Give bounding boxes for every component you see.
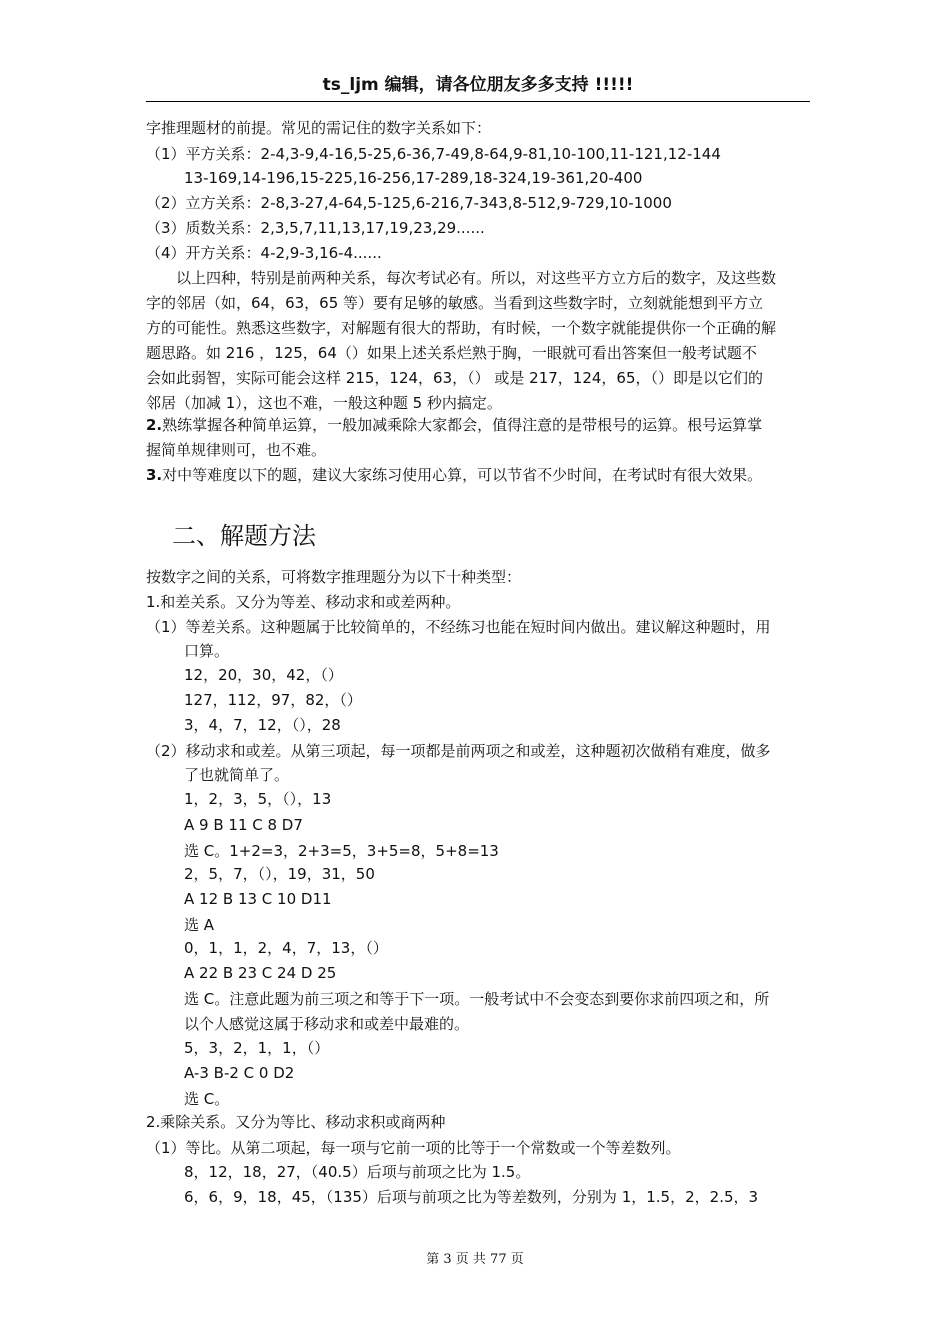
- example-answer: 选 C。: [184, 1090, 230, 1108]
- point-3: [146, 465, 762, 485]
- point-2-cont: 握简单规律则可，也不难。: [146, 441, 327, 459]
- type-2-title: 2.乘除关系。又分为等比、移动求积或商两种: [146, 1113, 446, 1131]
- example-line: 2，5，7，（），19，31，50: [184, 865, 375, 883]
- paragraph-line: 邻居（加减 1），这也不难，一般这种题 5 秒内搞定。: [146, 394, 502, 412]
- square-relation-cont: 13-169,14-196,15-225,16-256,17-289,18-324,19-361,20-400: [184, 169, 643, 187]
- point-2: [146, 415, 762, 435]
- type-2-1: （1）等比。从第二项起，每一项与它前一项的比等于一个常数或一个等差数列。: [146, 1139, 681, 1157]
- intro-line: 字推理题材的前提。常见的需记住的数字关系如下：: [146, 119, 492, 137]
- type-1-1: （1）等差关系。这种题属于比较简单的，不经练习也能在短时间内做出。建议解这种题时，用: [146, 618, 771, 636]
- example-options: A 22 B 23 C 24 D 25: [184, 964, 337, 982]
- example-line: 127，112，97，82，（）: [184, 691, 362, 709]
- section-heading: 二、解题方法: [172, 522, 316, 550]
- point-3-number: 3.: [146, 466, 163, 484]
- example-answer: 选 C。注意此题为前三项之和等于下一项。一般考试中不会变态到要你求前四项之和，所: [184, 990, 770, 1008]
- point-3-text: 对中等难度以下的题，建议大家练习使用心算，可以节省不少时间，在考试时有很大效果。: [162, 466, 763, 484]
- example-answer: 选 A: [184, 916, 215, 934]
- example-options: A 12 B 13 C 10 D11: [184, 890, 332, 908]
- example-line: 6，6，9，18，45，（135）后项与前项之比为等差数列，分别为 1，1.5，2，2.5，3: [184, 1188, 759, 1206]
- paragraph-line: 题思路。如 216 ，125，64（）如果上述关系烂熟于胸，一眼就可看出答案但一般考试题不: [146, 344, 757, 362]
- example-answer: 选 C。1+2=3，2+3=5，3+5=8，5+8=13: [184, 842, 499, 860]
- example-answer-cont: 以个人感觉这属于移动求和或差中最难的。: [184, 1015, 470, 1033]
- example-options: A 9 B 11 C 8 D7: [184, 816, 303, 834]
- types-intro: 按数字之间的关系，可将数字推理题分为以下十种类型：: [146, 568, 522, 586]
- page-header: ts_ljm 编辑，请各位朋友多多支持 !!!!!: [322, 75, 634, 95]
- prime-relation: （3）质数关系：2,3,5,7,11,13,17,19,23,29......: [146, 219, 485, 237]
- point-2-number: 2.: [146, 416, 163, 434]
- paragraph-line: 以上四种，特别是前两种关系，每次考试必有。所以，对这些平方立方后的数字，及这些数: [176, 269, 777, 287]
- type-1-title: 1.和差关系。又分为等差、移动求和或差两种。: [146, 593, 461, 611]
- type-1-1-cont: 口算。: [184, 642, 230, 660]
- example-line: 0，1，1，2，4，7，13，（）: [184, 939, 388, 957]
- square-relation: （1）平方关系：2-4,3-9,4-16,5-25,6-36,7-49,8-64,9-81,10-100,11-121,12-144: [146, 145, 721, 163]
- example-line: 3，4，7，12，（），28: [184, 716, 341, 734]
- cube-relation: （2）立方关系：2-8,3-27,4-64,5-125,6-216,7-343,8-512,9-729,10-1000: [146, 194, 672, 212]
- root-relation: （4）开方关系：4-2,9-3,16-4......: [146, 244, 382, 262]
- paragraph-line: 字的邻居（如，64，63，65 等）要有足够的敏感。当看到这些数字时，立刻就能想到平方立: [146, 294, 764, 312]
- example-line: 12，20，30，42，（）: [184, 666, 343, 684]
- type-1-2-cont: 了也就简单了。: [184, 766, 290, 784]
- point-2-text: 熟练掌握各种简单运算，一般加减乘除大家都会，值得注意的是带根号的运算。根号运算掌: [162, 416, 763, 434]
- example-line: 8，12，18，27，（40.5）后项与前项之比为 1.5。: [184, 1163, 531, 1181]
- example-line: 1，2，3，5，（），13: [184, 790, 332, 808]
- paragraph-line: 方的可能性。熟悉这些数字，对解题有很大的帮助，有时候，一个数字就能提供你一个正确的解: [146, 319, 777, 337]
- type-1-2: （2）移动求和或差。从第三项起，每一项都是前两项之和或差，这种题初次做稍有难度，做多: [146, 742, 771, 760]
- page-footer: 第 3 页 共 77 页: [426, 1252, 524, 1267]
- header-rule: [146, 101, 810, 102]
- example-options: A-3 B-2 C 0 D2: [184, 1064, 295, 1082]
- paragraph-line: 会如此弱智，实际可能会这样 215，124，63，（） 或是 217，124，65，（）即是以它们的: [146, 369, 764, 387]
- example-line: 5，3，2，1，1，（）: [184, 1039, 330, 1057]
